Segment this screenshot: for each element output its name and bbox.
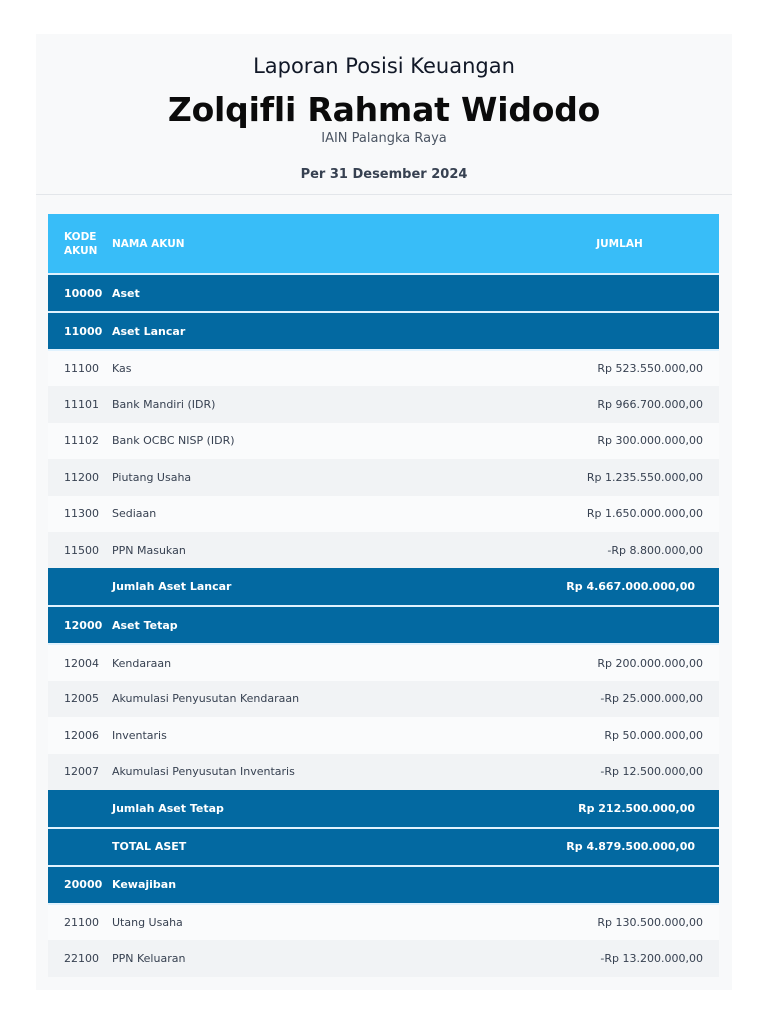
account-code: 11200 (64, 470, 99, 484)
report-header (36, 34, 732, 195)
account-code: 22100 (64, 951, 99, 965)
account-name: Aset Tetap (112, 606, 532, 644)
account-amount: Rp 523.550.000,00 (597, 362, 703, 376)
account-group-row (48, 312, 719, 350)
account-code: 11100 (64, 362, 99, 376)
account-name: Kendaraan (112, 656, 172, 670)
account-group-row (48, 866, 719, 904)
institution-name: IAIN Palangka Raya (321, 131, 447, 146)
account-amount: Rp 130.500.000,00 (597, 916, 703, 930)
account-amount (532, 866, 719, 904)
table-row (48, 754, 719, 790)
account-code (48, 828, 112, 866)
account-code: 21100 (64, 916, 99, 930)
account-code: 11300 (64, 507, 99, 521)
account-name: PPN Keluaran (112, 951, 186, 965)
column-header-amount: JUMLAH (532, 214, 719, 274)
account-group-row (48, 606, 719, 644)
table-row (48, 904, 719, 940)
account-code: 11101 (64, 398, 99, 412)
account-code: 10000 (48, 274, 112, 312)
balance-sheet-table (48, 214, 719, 977)
account-name: Aset Lancar (112, 312, 532, 350)
account-code: 11102 (64, 434, 99, 448)
account-amount: -Rp 12.500.000,00 (600, 765, 703, 779)
account-amount: -Rp 25.000.000,00 (600, 692, 703, 706)
account-amount (532, 312, 719, 350)
company-name: Zolqifli Rahmat Widodo (167, 90, 601, 129)
account-name: Sediaan (112, 507, 157, 521)
account-code: 11000 (48, 312, 112, 350)
report-title: Laporan Posisi Keuangan (253, 54, 515, 78)
table-row (48, 940, 719, 976)
account-name: Bank OCBC NISP (IDR) (112, 434, 235, 448)
account-code: 12006 (64, 728, 99, 742)
account-amount: -Rp 13.200.000,00 (600, 951, 703, 965)
account-name: Aset (112, 274, 532, 312)
account-code: 12000 (48, 606, 112, 644)
table-body (48, 274, 719, 977)
table-row (48, 717, 719, 753)
column-header-code: KODE AKUN (48, 214, 112, 274)
report-period: Per 31 Desember 2024 (300, 167, 468, 182)
table-row (48, 459, 719, 495)
table-row (48, 681, 719, 717)
account-amount: Rp 4.667.000.000,00 (532, 568, 719, 606)
account-name: Jumlah Aset Lancar (112, 568, 532, 606)
account-amount: Rp 1.235.550.000,00 (586, 470, 703, 484)
account-code (48, 790, 112, 828)
account-name: Jumlah Aset Tetap (112, 790, 532, 828)
account-amount: Rp 966.700.000,00 (597, 398, 703, 412)
table-row (48, 423, 719, 459)
account-amount: Rp 212.500.000,00 (532, 790, 719, 828)
account-name: Inventaris (112, 728, 167, 742)
account-name: Akumulasi Penyusutan Kendaraan (112, 692, 300, 706)
subtotal-row (48, 790, 719, 828)
account-code: 20000 (48, 866, 112, 904)
table-row (48, 532, 719, 568)
report-sheet (36, 34, 732, 990)
account-code: 12005 (64, 692, 99, 706)
account-group-row (48, 274, 719, 312)
account-amount: Rp 200.000.000,00 (597, 656, 703, 670)
account-name: Utang Usaha (112, 916, 183, 930)
account-name: Kas (112, 362, 132, 376)
account-name: Bank Mandiri (IDR) (112, 398, 216, 412)
account-name: PPN Masukan (112, 543, 186, 557)
account-code: 12004 (64, 656, 99, 670)
column-header-name: NAMA AKUN (112, 214, 532, 274)
subtotal-row (48, 568, 719, 606)
table-row (48, 496, 719, 532)
account-amount: -Rp 8.800.000,00 (607, 543, 703, 557)
account-name: Akumulasi Penyusutan Inventaris (112, 765, 295, 779)
account-amount: Rp 4.879.500.000,00 (532, 828, 719, 866)
subtotal-row (48, 828, 719, 866)
account-code: 11500 (64, 543, 99, 557)
account-code: 12007 (64, 765, 99, 779)
account-amount (532, 274, 719, 312)
account-amount: Rp 50.000.000,00 (604, 728, 703, 742)
table-row (48, 386, 719, 422)
table-row (48, 350, 719, 386)
account-code (48, 568, 112, 606)
table-header-row (48, 214, 719, 274)
account-amount (532, 606, 719, 644)
account-name: Piutang Usaha (112, 470, 192, 484)
account-amount: Rp 300.000.000,00 (597, 434, 703, 448)
table-row (48, 644, 719, 680)
account-amount: Rp 1.650.000.000,00 (586, 507, 703, 521)
account-name: Kewajiban (112, 866, 532, 904)
account-name: TOTAL ASET (112, 828, 532, 866)
